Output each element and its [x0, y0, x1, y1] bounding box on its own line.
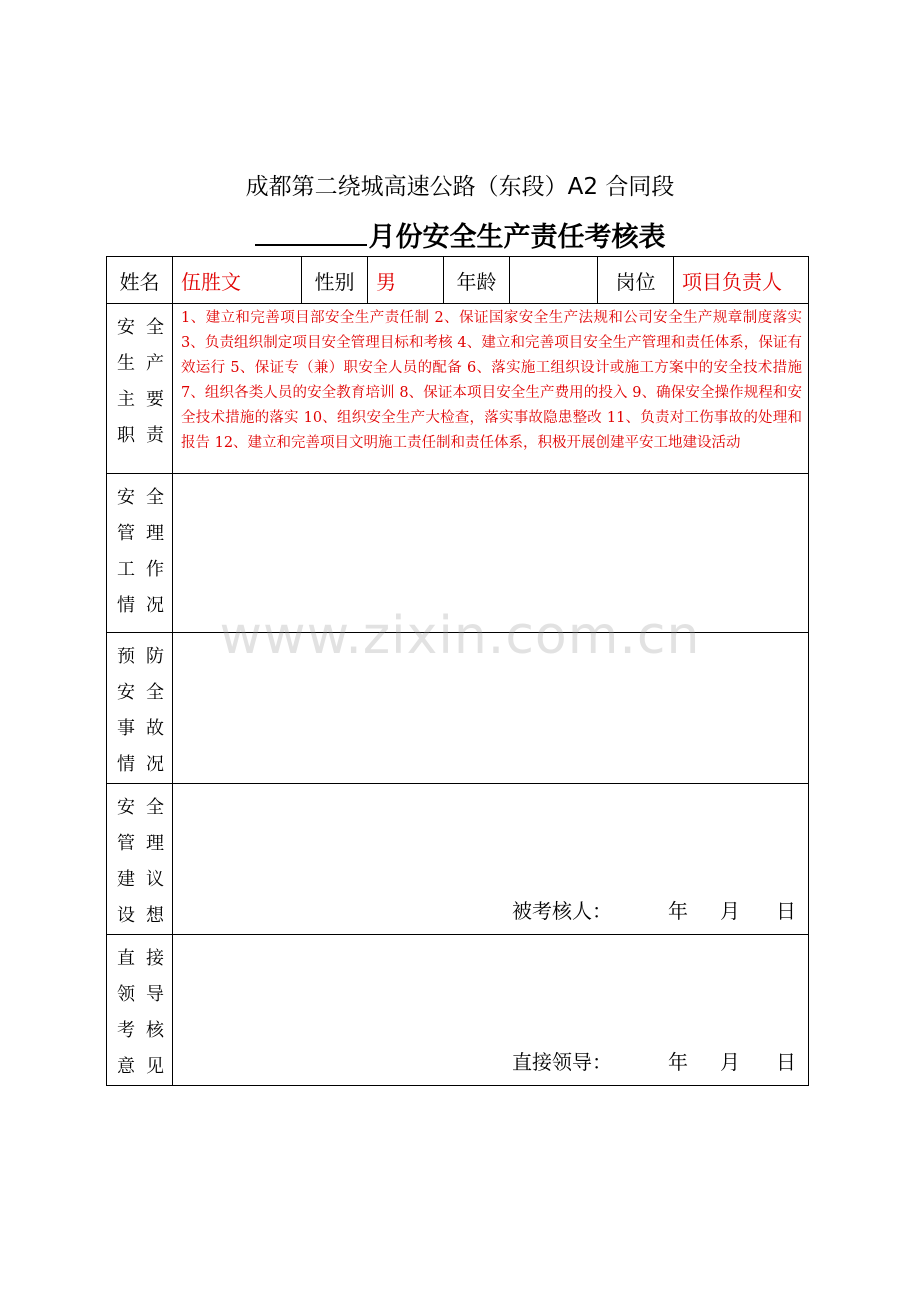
duties-label: 安 全 生 产 主 要 职 责	[107, 304, 173, 474]
age-value	[510, 257, 598, 304]
post-label: 岗位	[598, 257, 674, 304]
prevent-label: 预 防 安 全 事 故 情 况	[107, 633, 173, 784]
document-subtitle: 成都第二绕城高速公路（东段）A2 合同段	[245, 174, 675, 200]
assessment-table	[106, 256, 809, 1086]
day-label: 日	[776, 899, 796, 923]
review-content[interactable]	[173, 935, 809, 1086]
month-label: 月	[720, 1050, 740, 1074]
assessee-signature-line	[512, 895, 796, 924]
year-label: 年	[668, 1050, 688, 1074]
duties-text: 1、建立和完善项目部安全生产责任制 2、保证国家安全生产法规和公司安全生产规章制度落实 3、负责组织制定项目安全管理目标和考核 4、建立和完善项目安全生产管理和责任体系，保证有效运行 5、保证专（兼）职安全人员的配备 6、落实施工组织设计或施工方案中的安全技术措施 7、组织各类人员的安全教育培训 8、保证本项目安全生产费用的投入 9、确保安全操作规程和安全技术措施的落实 10、组织安全生产大检查，落实事故隐患整改 11、负责对工伤事故的处理和报告 12、建立和完善项目文明施工责任制和责任体系，积极开展创建平安工地建设活动	[173, 304, 809, 474]
review-row	[107, 935, 809, 1086]
prevent-row	[107, 633, 809, 784]
day-label: 日	[776, 1050, 796, 1074]
month-blank	[255, 218, 367, 246]
gender-value: 男	[368, 257, 444, 304]
leader-signature-line	[512, 1046, 796, 1075]
review-label: 直 接 领 导 考 核 意 见	[107, 935, 173, 1086]
prevent-content[interactable]	[173, 633, 809, 784]
leader-label: 直接领导：	[512, 1050, 612, 1074]
work-row	[107, 474, 809, 633]
month-label: 月	[720, 899, 740, 923]
name-label: 姓名	[107, 257, 173, 304]
watermark: www.zixin.com.cn	[219, 606, 701, 666]
title-text: 月份安全生产责任考核表	[368, 222, 666, 253]
suggest-label: 安 全 管 理 建 议 设 想	[107, 784, 173, 935]
suggest-content[interactable]	[173, 784, 809, 935]
gender-label: 性别	[302, 257, 368, 304]
info-row	[107, 257, 809, 304]
assessee-label: 被考核人：	[512, 899, 612, 923]
year-label: 年	[668, 899, 688, 923]
age-label: 年龄	[444, 257, 510, 304]
work-label: 安 全 管 理 工 作 情 况	[107, 474, 173, 633]
document-title	[0, 215, 920, 254]
duties-row	[107, 304, 809, 474]
post-value: 项目负责人	[674, 257, 809, 304]
suggest-row	[107, 784, 809, 935]
work-content[interactable]	[173, 474, 809, 633]
name-value: 伍胜文	[173, 257, 302, 304]
